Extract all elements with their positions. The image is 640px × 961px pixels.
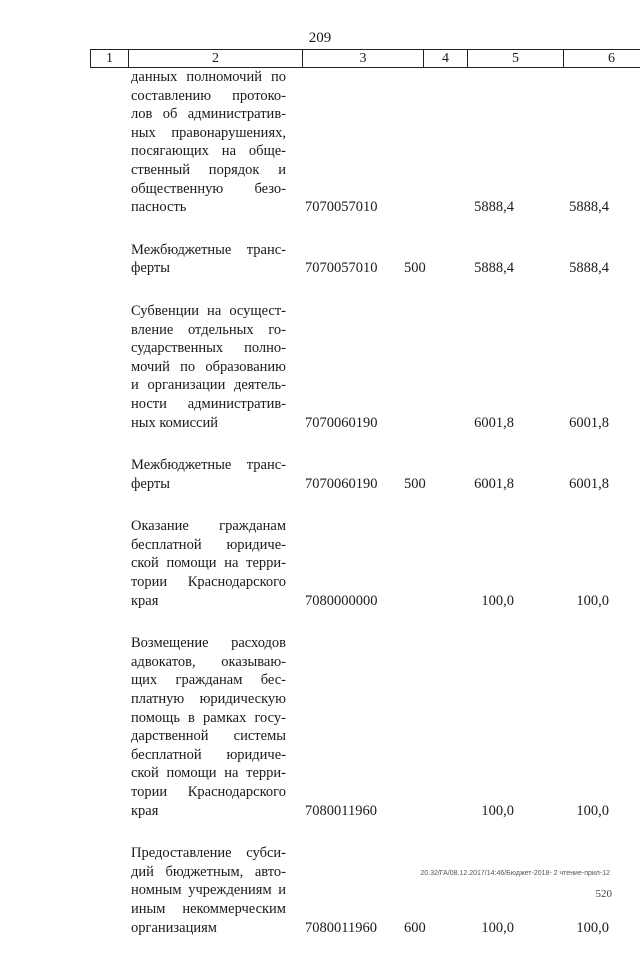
page-number: 209	[0, 30, 640, 47]
row-value-2019: 5888,4	[569, 198, 609, 217]
table-row	[90, 241, 611, 278]
row-description	[131, 456, 286, 493]
description-line: края	[131, 592, 286, 611]
row-value-2018: 5888,4	[474, 198, 514, 217]
description-line: составлению протоко-	[131, 87, 286, 106]
description-line: ных комиссий	[131, 414, 286, 433]
column-header-2: 2	[129, 50, 303, 68]
row-expense-type: 500	[404, 475, 426, 494]
row-code: 7080011960	[305, 802, 377, 821]
row-description	[131, 844, 286, 937]
table-row	[90, 456, 611, 493]
description-line: посягающих на обще-	[131, 142, 286, 161]
column-header-3: 3	[303, 50, 424, 68]
row-value-2019: 5888,4	[569, 259, 609, 278]
row-description	[131, 517, 286, 610]
row-expense-type: 600	[404, 919, 426, 938]
description-line: ской помощи на терри-	[131, 764, 286, 783]
row-description	[131, 68, 286, 217]
description-line: бесплатной юридиче-	[131, 536, 286, 555]
description-line: вление отдельных го-	[131, 321, 286, 340]
row-value-2019: 6001,8	[569, 414, 609, 433]
description-line: общественную безо-	[131, 180, 286, 199]
row-value-2018: 5888,4	[474, 259, 514, 278]
description-line: и организации деятель-	[131, 376, 286, 395]
description-line: Субвенции на осущест-	[131, 302, 286, 321]
description-line: ных правонарушениях,	[131, 124, 286, 143]
column-header-1: 1	[91, 50, 129, 68]
budget-rows	[90, 68, 611, 961]
description-line: организациям	[131, 919, 286, 938]
row-expense-type: 500	[404, 259, 426, 278]
row-value-2018: 100,0	[481, 592, 514, 611]
description-line: Оказание гражданам	[131, 517, 286, 536]
row-code: 7080000000	[305, 592, 378, 611]
row-value-2018: 100,0	[481, 919, 514, 938]
description-line: Межбюджетные транс-	[131, 241, 286, 260]
row-code: 7080011960	[305, 919, 377, 938]
description-line: Возмещение расходов	[131, 634, 286, 653]
description-line: сударственных полно-	[131, 339, 286, 358]
table-row	[90, 634, 611, 820]
corner-mark: 520	[596, 888, 613, 900]
row-value-2019: 100,0	[576, 592, 609, 611]
description-line: дий бюджетным, авто-	[131, 863, 286, 882]
column-header-row	[91, 50, 640, 68]
description-line: дарственной системы	[131, 727, 286, 746]
description-line: помощь в рамках госу-	[131, 709, 286, 728]
row-value-2018: 100,0	[481, 802, 514, 821]
row-description	[131, 302, 286, 432]
description-line: ферты	[131, 475, 286, 494]
column-header-table	[90, 49, 640, 68]
description-line: пасность	[131, 198, 286, 217]
description-line: данных полномочий по	[131, 68, 286, 87]
table-row	[90, 844, 611, 937]
description-line: платную юридическую	[131, 690, 286, 709]
row-value-2019: 100,0	[576, 802, 609, 821]
column-header-6: 6	[564, 50, 640, 68]
description-line: ской помощи на терри-	[131, 554, 286, 573]
column-header-4: 4	[424, 50, 468, 68]
description-line: щих гражданам бес-	[131, 671, 286, 690]
description-line: ственный порядок и	[131, 161, 286, 180]
column-header-5: 5	[468, 50, 564, 68]
row-code: 7070057010	[305, 198, 378, 217]
description-line: тории Краснодарского	[131, 783, 286, 802]
description-line: ферты	[131, 259, 286, 278]
description-line: края	[131, 802, 286, 821]
description-line: мочий по образованию	[131, 358, 286, 377]
row-value-2018: 6001,8	[474, 475, 514, 494]
row-description	[131, 241, 286, 278]
row-code: 7070060190	[305, 475, 378, 494]
row-code: 7070060190	[305, 414, 378, 433]
description-line: иным некоммерческим	[131, 900, 286, 919]
table-row	[90, 68, 611, 217]
row-code: 7070057010	[305, 259, 378, 278]
description-line: ности административ-	[131, 395, 286, 414]
table-row	[90, 517, 611, 610]
footer-note: 20.32/ГА/08.12.2017/14:46/Бюджет-2018- 2 чтение-прил-12	[420, 870, 610, 877]
description-line: Межбюджетные транс-	[131, 456, 286, 475]
row-description	[131, 634, 286, 820]
row-value-2019: 100,0	[576, 919, 609, 938]
description-line: Предоставление субси-	[131, 844, 286, 863]
description-line: лов об административ-	[131, 105, 286, 124]
description-line: тории Краснодарского	[131, 573, 286, 592]
description-line: адвокатов, оказываю-	[131, 653, 286, 672]
description-line: номным учреждениям и	[131, 881, 286, 900]
row-value-2019: 6001,8	[569, 475, 609, 494]
table-row	[90, 302, 611, 432]
description-line: бесплатной юридиче-	[131, 746, 286, 765]
row-value-2018: 6001,8	[474, 414, 514, 433]
